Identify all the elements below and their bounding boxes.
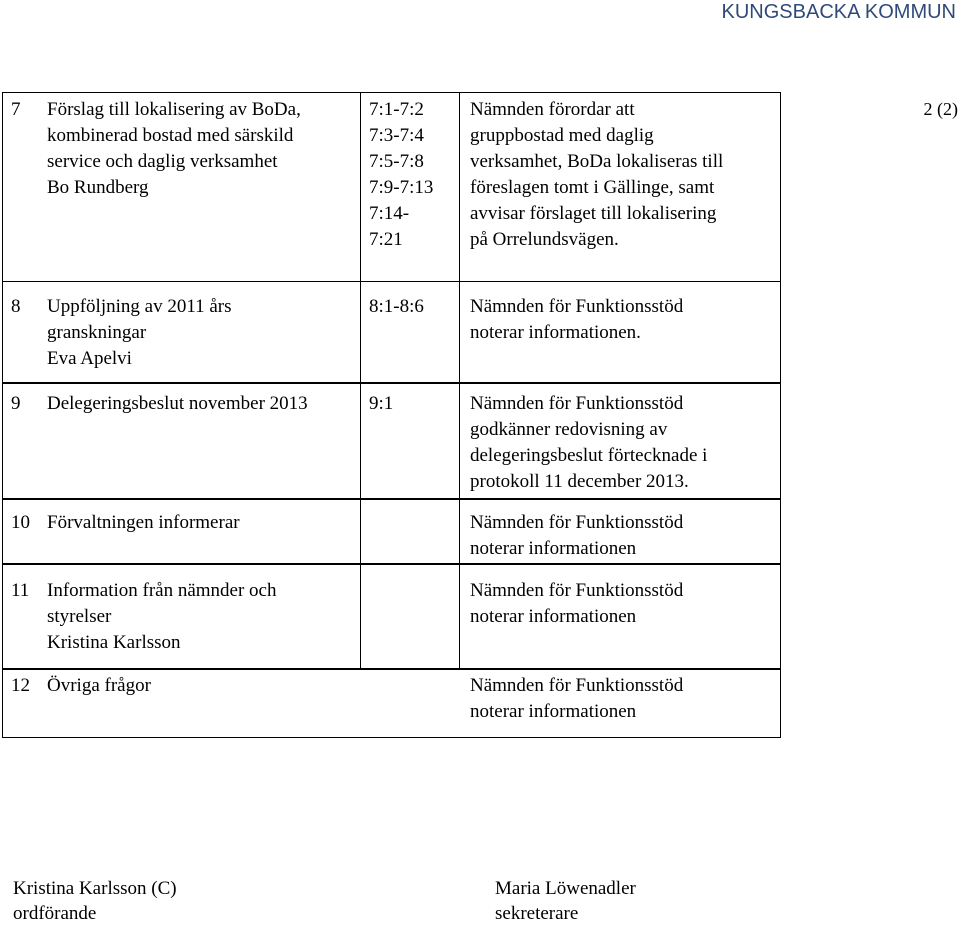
agenda-item-number: 7 <box>11 99 21 120</box>
agenda-item-title: Övriga frågor <box>47 675 151 696</box>
organization-header: KUNGSBACKA KOMMUN <box>721 1 956 23</box>
agenda-item-number: 8 <box>11 296 21 317</box>
agenda-item-decision: Nämnden för Funktionsstöd godkänner redovisning av delegeringsbeslut förtecknade i protokoll 11 december 2013. <box>470 393 708 492</box>
agenda-item-title: Förslag till lokalisering av BoDa, kombinerad bostad med särskild service och daglig verksamhet Bo Rundberg <box>47 99 301 198</box>
agenda-item-title: Uppföljning av 2011 års granskningar Eva Apelvi <box>47 296 232 369</box>
signature-name: Maria Löwenadler <box>495 878 636 899</box>
signature-role: ordförande <box>13 903 97 924</box>
signature-secretary <box>495 876 636 926</box>
agenda-item-number: 11 <box>11 580 30 601</box>
agenda-item-decision: Nämnden för Funktionsstöd noterar informationen <box>470 580 684 627</box>
agenda-item-title: Förvaltningen informerar <box>47 512 240 533</box>
signature-role: sekreterare <box>495 903 579 924</box>
agenda-item-paragraphs: 7:1-7:2 7:3-7:4 7:5-7:8 7:9-7:13 7:14- 7:21 <box>369 99 434 250</box>
agenda-item-title: Delegeringsbeslut november 2013 <box>47 393 308 414</box>
page-number: 2 (2) <box>923 99 958 119</box>
agenda-item-decision: Nämnden för Funktionsstöd noterar informationen. <box>470 296 684 343</box>
agenda-item-paragraphs: 9:1 <box>369 393 394 414</box>
agenda-item-decision: Nämnden för Funktionsstöd noterar informationen <box>470 512 684 559</box>
agenda-item-title: Information från nämnder och styrelser Kristina Karlsson <box>47 580 277 653</box>
signature-chair <box>13 876 177 926</box>
signature-name: Kristina Karlsson (C) <box>13 878 177 899</box>
agenda-item-decision: Nämnden för Funktionsstöd noterar informationen <box>470 675 684 722</box>
agenda-item-number: 12 <box>11 675 30 696</box>
agenda-item-number: 9 <box>11 393 21 414</box>
agenda-item-decision: Nämnden förordar att gruppbostad med daglig verksamhet, BoDa lokaliseras till föreslagen tomt i Gällinge, samt avvisar förslaget till lokalisering på Orrelundsvägen. <box>470 99 724 250</box>
agenda-item-number: 10 <box>11 512 30 533</box>
agenda-item-paragraphs: 8:1-8:6 <box>369 296 424 317</box>
